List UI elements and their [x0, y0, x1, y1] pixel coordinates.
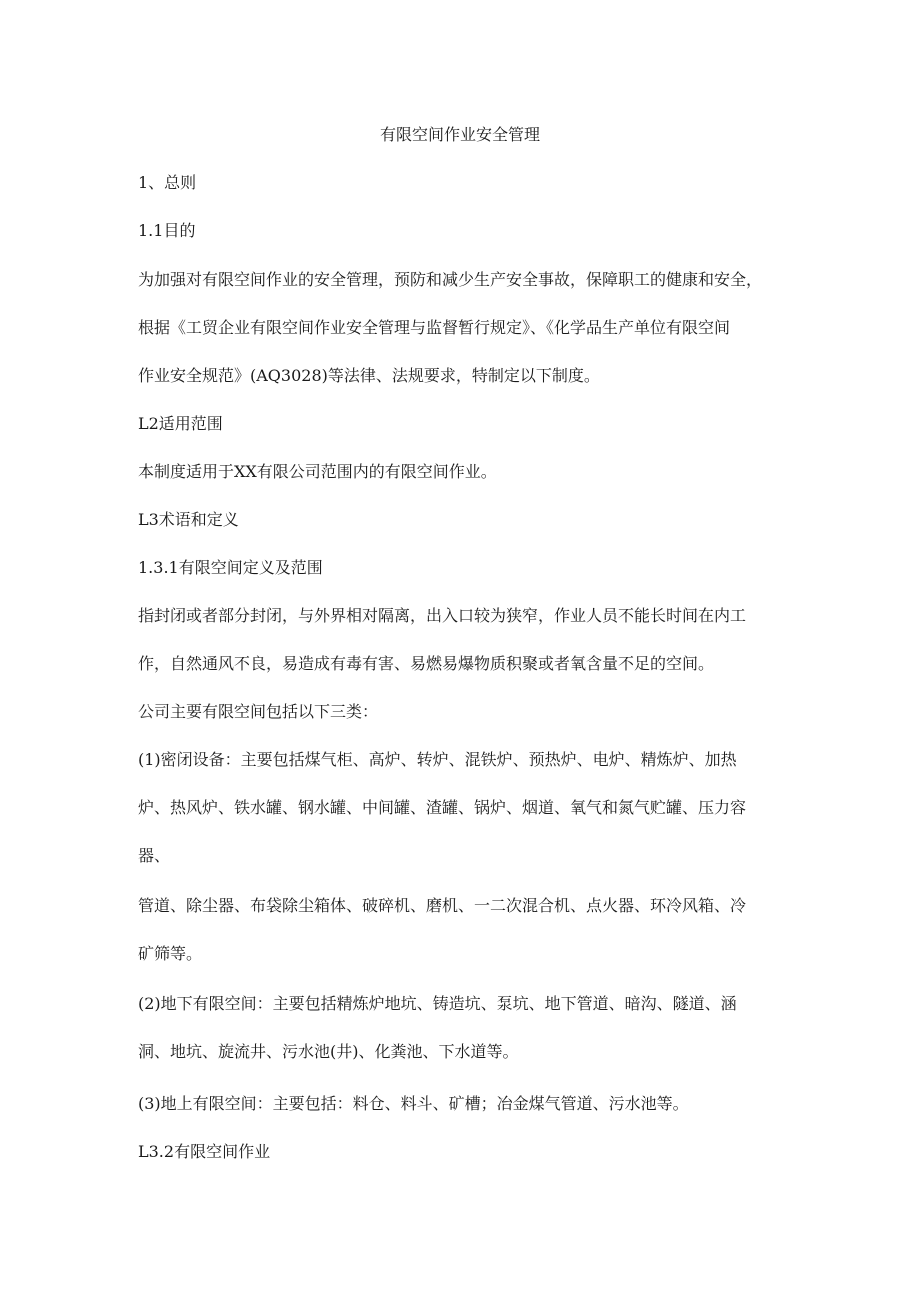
heading-scope: L2适用范围 — [138, 414, 223, 433]
paragraph-line: 为加强对有限空间作业的安全管理，预防和减少生产安全事故，保障职工的健康和安全， — [138, 270, 763, 289]
list-item-line: 矿筛等。 — [138, 944, 203, 963]
heading-definition: 1.3.1有限空间定义及范围 — [138, 558, 323, 577]
document-title: 有限空间作业安全管理 — [379, 125, 540, 144]
paragraph-line: 公司主要有限空间包括以下三类： — [138, 702, 379, 721]
list-item-line: (3)地上有限空间：主要包括：料仓、料斗、矿槽；冶金煤气管道、污水池等。 — [138, 1094, 689, 1113]
heading-work: L3.2有限空间作业 — [138, 1142, 271, 1161]
heading-purpose: 1.1目的 — [138, 221, 196, 240]
paragraph-line: 作业安全规范》(AQ3028)等法律、法规要求，特制定以下制度。 — [138, 366, 600, 385]
list-item-line: 洞、地坑、旋流井、污水池(井)、化粪池、下水道等。 — [138, 1042, 519, 1061]
list-item-line: 管道、除尘器、布袋除尘箱体、破碎机、磨机、一二次混合机、点火器、环冷风箱、冷 — [138, 896, 747, 915]
list-item-line: 器、 — [138, 846, 171, 865]
paragraph-line: 根据《工贸企业有限空间作业安全管理与监督暂行规定》、《化学品生产单位有限空间 — [138, 318, 731, 337]
list-item-line: (2)地下有限空间：主要包括精炼炉地坑、铸造坑、泵坑、地下管道、暗沟、隧道、涵 — [138, 994, 737, 1013]
list-item-line: 炉、热风炉、铁水罐、钢水罐、中间罐、渣罐、锅炉、烟道、氧气和氮气贮罐、压力容 — [138, 798, 747, 817]
paragraph-line: 本制度适用于XX有限公司范围内的有限空间作业。 — [138, 462, 497, 481]
paragraph-line: 作，自然通风不良，易造成有毒有害、易燃易爆物质积聚或者氧含量不足的空间。 — [138, 654, 715, 673]
heading-terms: L3术语和定义 — [138, 510, 239, 529]
paragraph-line: 指封闭或者部分封闭，与外界相对隔离，出入口较为狭窄，作业人员不能长时间在内工 — [138, 606, 747, 625]
list-item-line: (1)密闭设备：主要包括煤气柜、高炉、转炉、混铁炉、预热炉、电炉、精炼炉、加热 — [138, 750, 737, 769]
heading-general: 1、总则 — [138, 173, 197, 192]
